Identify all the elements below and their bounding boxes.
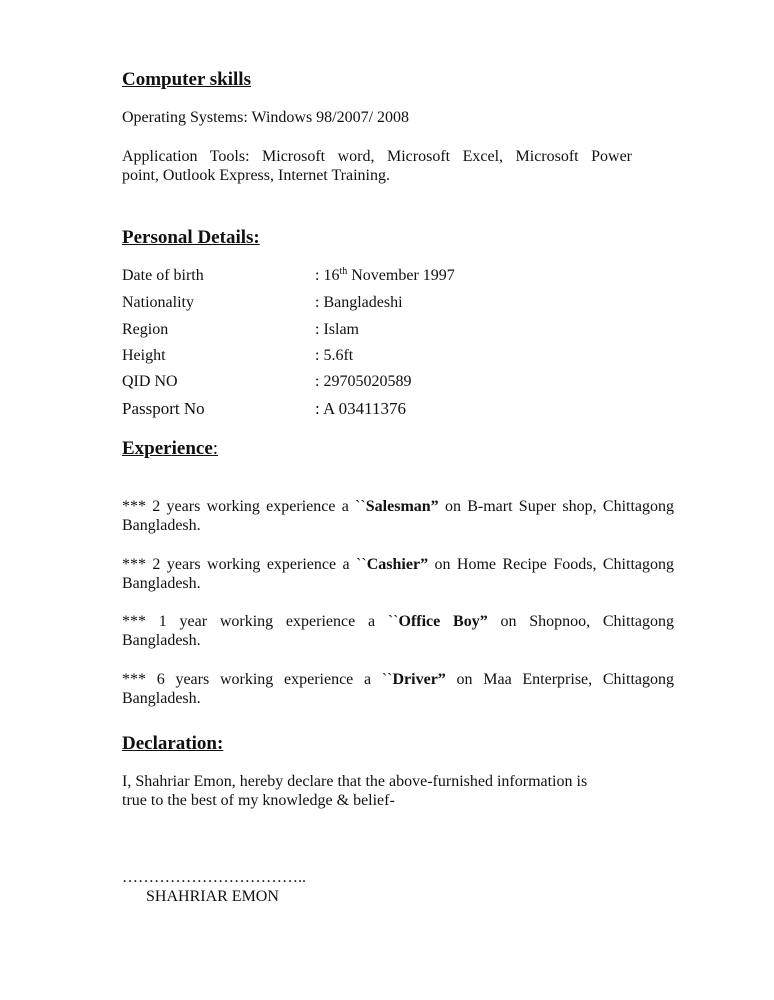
detail-label: Date of birth	[122, 267, 204, 284]
detail-row-nationality	[122, 293, 682, 315]
detail-value: : 5.6ft	[315, 347, 354, 364]
experience-line-1: *** 6 years working experience a ``Driver” on Maa Enterprise, Chittagong	[122, 671, 674, 688]
detail-value: : Islam	[315, 321, 359, 338]
detail-row-passport	[122, 399, 682, 421]
operating-systems-line: Operating Systems: Windows 98/2007/ 2008	[122, 109, 410, 126]
personal-details-heading: Personal Details:	[122, 227, 260, 248]
signature-name: SHAHRIAR EMON	[146, 888, 279, 905]
detail-label: Passport No	[122, 399, 205, 418]
experience-line-2: Bangladesh.	[122, 517, 201, 534]
experience-item	[122, 612, 674, 650]
computer-skills-heading: Computer skills	[122, 69, 251, 90]
detail-value: : Bangladeshi	[315, 294, 403, 311]
application-tools-line-2: point, Outlook Express, Internet Training.	[122, 167, 390, 184]
declaration-line-1: I, Shahriar Emon, hereby declare that the above-furnished information is	[122, 773, 588, 790]
experience-line-2: Bangladesh.	[122, 632, 201, 649]
experience-line-2: Bangladesh.	[122, 575, 201, 592]
detail-row-region	[122, 320, 682, 342]
experience-line-2: Bangladesh.	[122, 690, 201, 707]
experience-item	[122, 555, 674, 593]
experience-heading: Experience:	[122, 438, 219, 459]
application-tools-paragraph	[122, 147, 632, 185]
detail-value: : 29705020589	[315, 373, 412, 390]
detail-label: Region	[122, 321, 169, 338]
detail-value: : A 03411376	[315, 399, 406, 418]
experience-line-1: *** 1 year working experience a ``Office Boy” on Shopnoo, Chittagong	[122, 613, 674, 630]
detail-value: : 16th November 1997	[315, 266, 455, 284]
detail-label: QID NO	[122, 373, 178, 390]
detail-row-height	[122, 346, 682, 368]
declaration-heading: Declaration:	[122, 733, 224, 754]
detail-label: Nationality	[122, 294, 194, 311]
detail-row-date-of-birth	[122, 266, 682, 288]
experience-item	[122, 497, 674, 535]
application-tools-line-1: Application Tools: Microsoft word, Microsoft Excel, Microsoft Power	[122, 148, 632, 165]
detail-label: Height	[122, 347, 166, 364]
experience-line-1: *** 2 years working experience a ``Salesman” on B-mart Super shop, Chittagong	[122, 498, 675, 515]
signature-line: ……………………………..	[122, 869, 306, 886]
experience-item	[122, 670, 674, 708]
detail-row-qid	[122, 372, 682, 394]
experience-line-1: *** 2 years working experience a ``Cashier” on Home Recipe Foods, Chittagong	[122, 556, 674, 573]
declaration-line-2: true to the best of my knowledge & belief-	[122, 792, 395, 809]
